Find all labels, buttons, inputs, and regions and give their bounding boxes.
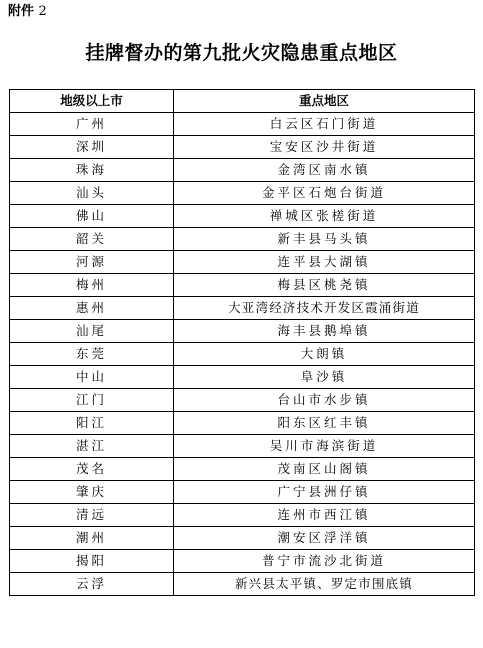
table-row xyxy=(10,550,475,573)
attachment-number: 2 xyxy=(38,4,47,19)
table-row xyxy=(10,412,475,435)
city-cell: 珠海 xyxy=(10,159,174,182)
table-row xyxy=(10,389,475,412)
table-row xyxy=(10,113,475,136)
header-area: 重点地区 xyxy=(174,90,475,113)
area-cell: 吴川市海滨街道 xyxy=(174,435,475,458)
table-row xyxy=(10,205,475,228)
table-body xyxy=(10,113,475,596)
city-cell: 韶关 xyxy=(10,228,174,251)
area-cell: 宝安区沙井街道 xyxy=(174,136,475,159)
area-cell: 阜沙镇 xyxy=(174,366,475,389)
header-city: 地级以上市 xyxy=(10,90,174,113)
area-cell: 禅城区张槎街道 xyxy=(174,205,475,228)
city-cell: 河源 xyxy=(10,251,174,274)
area-cell: 海丰县鹅埠镇 xyxy=(174,320,475,343)
table-row xyxy=(10,136,475,159)
city-cell: 江门 xyxy=(10,389,174,412)
area-cell: 广宁县洲仔镇 xyxy=(174,481,475,504)
city-cell: 佛山 xyxy=(10,205,174,228)
city-cell: 云浮 xyxy=(10,573,174,596)
city-cell: 梅州 xyxy=(10,274,174,297)
city-cell: 阳江 xyxy=(10,412,174,435)
document-title: 挂牌督办的第九批火灾隐患重点地区 xyxy=(85,42,398,64)
area-cell: 普宁市流沙北街道 xyxy=(174,550,475,573)
city-cell: 中山 xyxy=(10,366,174,389)
table-row xyxy=(10,366,475,389)
city-cell: 汕头 xyxy=(10,182,174,205)
table-row xyxy=(10,274,475,297)
area-cell: 金湾区南水镇 xyxy=(174,159,475,182)
area-cell: 潮安区浮洋镇 xyxy=(174,527,475,550)
city-cell: 湛江 xyxy=(10,435,174,458)
area-cell: 大朗镇 xyxy=(174,343,475,366)
city-cell: 茂名 xyxy=(10,458,174,481)
area-cell: 连平县大湖镇 xyxy=(174,251,475,274)
table-row xyxy=(10,504,475,527)
table-row xyxy=(10,251,475,274)
table-row xyxy=(10,435,475,458)
table-row xyxy=(10,159,475,182)
city-cell: 东莞 xyxy=(10,343,174,366)
table-row xyxy=(10,527,475,550)
table-header-row xyxy=(10,90,475,113)
area-cell: 连州市西江镇 xyxy=(174,504,475,527)
area-cell: 新丰县马头镇 xyxy=(174,228,475,251)
city-cell: 潮州 xyxy=(10,527,174,550)
area-cell: 新兴县太平镇、罗定市围底镇 xyxy=(174,573,475,596)
table-row xyxy=(10,182,475,205)
city-cell: 惠州 xyxy=(10,297,174,320)
table-row xyxy=(10,573,475,596)
area-cell: 台山市水步镇 xyxy=(174,389,475,412)
area-cell: 阳东区红丰镇 xyxy=(174,412,475,435)
area-cell: 大亚湾经济技术开发区霞涌街道 xyxy=(174,297,475,320)
city-cell: 揭阳 xyxy=(10,550,174,573)
area-cell: 茂南区山阁镇 xyxy=(174,458,475,481)
area-cell: 金平区石炮台街道 xyxy=(174,182,475,205)
table-row xyxy=(10,320,475,343)
area-cell: 梅县区桃尧镇 xyxy=(174,274,475,297)
table-row xyxy=(10,481,475,504)
table-row xyxy=(10,228,475,251)
table-row xyxy=(10,297,475,320)
city-cell: 广州 xyxy=(10,113,174,136)
attachment-label-text: 附件 xyxy=(8,4,35,19)
table-row xyxy=(10,458,475,481)
hazard-areas-table xyxy=(9,89,475,596)
city-cell: 清远 xyxy=(10,504,174,527)
table-row xyxy=(10,343,475,366)
city-cell: 肇庆 xyxy=(10,481,174,504)
city-cell: 汕尾 xyxy=(10,320,174,343)
attachment-label xyxy=(8,3,47,21)
city-cell: 深圳 xyxy=(10,136,174,159)
area-cell: 白云区石门街道 xyxy=(174,113,475,136)
